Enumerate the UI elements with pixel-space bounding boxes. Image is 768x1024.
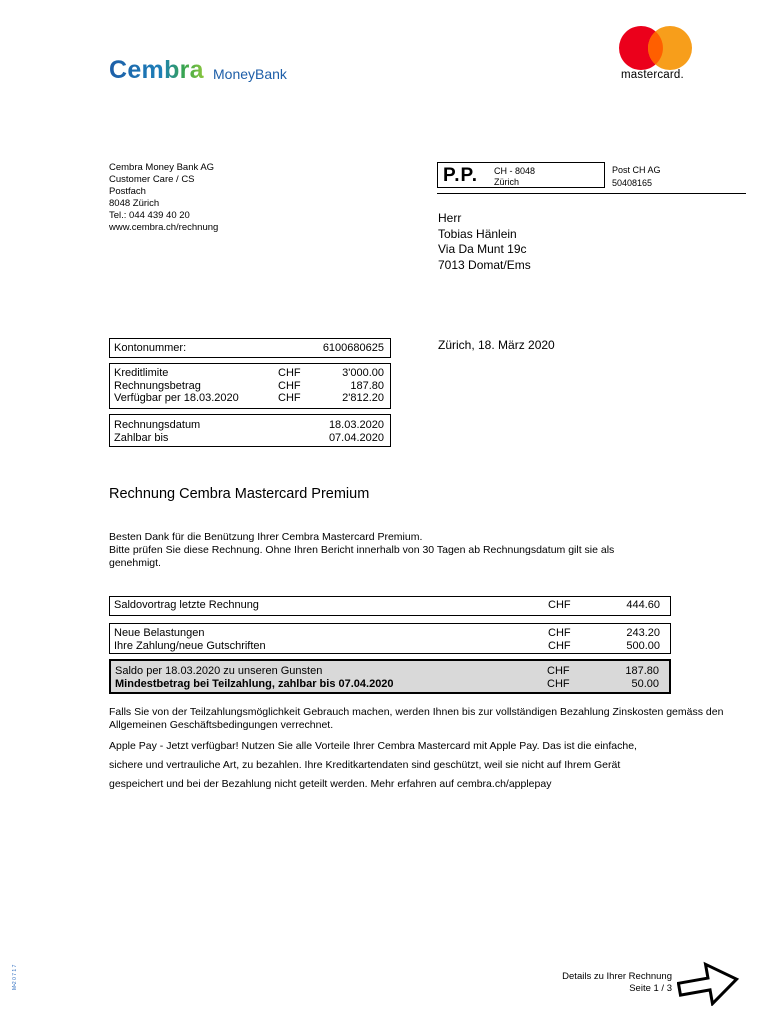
row-amount: 50.00 xyxy=(631,677,659,690)
recipient-address xyxy=(438,211,531,273)
row-label: Saldovortrag letzte Rechnung xyxy=(114,599,259,611)
minimum-label: Mindestbetrag bei Teilzahlung, zahlbar bis 07.04.2020 xyxy=(115,677,394,690)
account-row xyxy=(114,342,384,355)
limit-label: Kreditlimite xyxy=(114,367,169,379)
sender-line: Tel.: 044 439 40 20 xyxy=(109,210,190,221)
row-currency: CHF xyxy=(548,627,571,639)
postage-divider xyxy=(437,193,746,194)
saldo-label xyxy=(115,665,547,678)
statement-row xyxy=(114,627,660,640)
date-value: 18.03.2020 xyxy=(328,419,384,431)
row-currency: CHF xyxy=(547,677,570,690)
side-code: M•2 0 7 1 7 xyxy=(12,964,18,990)
invoice-title: Rechnung Cembra Mastercard Premium xyxy=(109,486,370,502)
previous-balance-box xyxy=(109,596,671,616)
limit-label: Rechnungsbetrag xyxy=(114,379,201,392)
limit-row xyxy=(114,392,384,405)
row-amount: 243.20 xyxy=(626,627,660,639)
recipient-name: Tobias Hänlein xyxy=(438,226,517,241)
next-page-arrow-icon xyxy=(677,960,741,1011)
date-row xyxy=(114,419,384,432)
limit-row xyxy=(114,367,384,380)
postage-zip: CH - 8048 xyxy=(494,166,536,176)
carrier-name: Post CH AG xyxy=(612,165,661,175)
footer-note xyxy=(520,971,672,995)
limit-currency: CHF xyxy=(278,379,301,392)
sender-line: 8048 Zürich xyxy=(109,198,160,209)
mastercard-wordmark: mastercard. xyxy=(621,69,684,81)
limits-box xyxy=(109,363,391,409)
cembra-logo-text: Cembra xyxy=(109,56,204,84)
date-label: Rechnungsdatum xyxy=(114,419,201,431)
postage-city: Zürich xyxy=(494,177,520,187)
row-currency: CHF xyxy=(548,599,571,611)
row-currency: CHF xyxy=(548,639,571,652)
row-label: Neue Belastungen xyxy=(114,627,205,639)
account-box xyxy=(109,338,391,358)
recipient-city: 7013 Domat/Ems xyxy=(438,257,531,272)
row-currency: CHF xyxy=(547,665,570,677)
sender-line: Customer Care / CS xyxy=(109,174,195,185)
saldo-box xyxy=(109,659,671,694)
pp-mark: P.P. xyxy=(443,165,479,186)
applepay-line: sichere und vertrauliche Art, zu bezahlen. Ihre Kreditkartendaten sind geschützt, weil sie nicht auf Ihrem Gerät xyxy=(109,759,621,771)
limit-amount: 187.80 xyxy=(350,379,384,392)
saldo-row xyxy=(115,665,659,678)
row-amount: 500.00 xyxy=(626,639,660,652)
row-label: Ihre Zahlung/neue Gutschriften xyxy=(114,639,266,652)
intro-text xyxy=(109,531,669,570)
minimum-row xyxy=(115,678,659,691)
sender-line: Postfach xyxy=(109,186,146,197)
saldo-label-rest: per 18.03.2020 zu unseren Gunsten xyxy=(143,665,323,677)
account-number: 6100680625 xyxy=(322,342,384,354)
carrier-number: 50408165 xyxy=(612,178,653,188)
row-amount: 187.80 xyxy=(625,665,659,677)
details-label: Details zu Ihrer Rechnung xyxy=(562,971,672,982)
sender-line: Cembra Money Bank AG xyxy=(109,162,215,173)
intro-line: Besten Dank für die Benützung Ihrer Cembra Mastercard Premium. xyxy=(109,531,423,543)
partial-payment-note: Falls Sie von der Teilzahlungsmöglichkeit Gebrauch machen, werden Ihnen bis zur vollständigen Bezahlung Zinskosten gemäss den Allgemeinen Geschäftsbedingungen verrechnet. xyxy=(109,706,724,731)
applepay-line: Apple Pay - Jetzt verfügbar! Nutzen Sie alle Vorteile Ihrer Cembra Mastercard mit Apple Pay. Das ist die einfache, xyxy=(109,740,637,752)
mastercard-circles-icon xyxy=(617,26,695,70)
limit-amount: 3'000.00 xyxy=(342,367,384,379)
limit-currency: CHF xyxy=(278,392,301,404)
limit-currency: CHF xyxy=(278,367,301,379)
intro-line: Bitte prüfen Sie diese Rechnung. Ohne Ihren Bericht innerhalb von 30 Tagen ab Rechnungsdatum gilt sie als genehmigt. xyxy=(109,544,615,569)
statement-row xyxy=(114,599,660,612)
limit-label: Verfügbar per 18.03.2020 xyxy=(114,392,239,404)
postage-carrier xyxy=(612,164,661,190)
applepay-line: gespeichert und bei der Bezahlung nicht geteilt werden. Mehr erfahren auf cembra.ch/applepay xyxy=(109,778,552,790)
date-row xyxy=(114,432,384,445)
limit-row xyxy=(114,380,384,393)
mastercard-logo xyxy=(617,26,695,84)
dates-box xyxy=(109,414,391,447)
date-label: Zahlbar bis xyxy=(114,431,169,444)
limit-amount: 2'812.20 xyxy=(342,392,384,404)
sender-address xyxy=(109,162,218,234)
recipient-street: Via Da Munt 19c xyxy=(438,242,527,256)
saldo-label-bold: Saldo xyxy=(115,665,144,677)
page-number: Seite 1 / 3 xyxy=(629,983,672,994)
sender-website: www.cembra.ch/rechnung xyxy=(109,222,219,233)
row-amount: 444.60 xyxy=(626,599,660,611)
date-value: 07.04.2020 xyxy=(328,431,384,444)
document-date: Zürich, 18. März 2020 xyxy=(438,338,555,352)
statement-row xyxy=(114,640,660,653)
moneybank-logo-text: MoneyBank xyxy=(213,66,287,82)
recipient-salutation: Herr xyxy=(438,211,462,225)
cembra-logo xyxy=(109,56,204,85)
postage-location xyxy=(494,166,535,188)
charges-box xyxy=(109,623,671,654)
account-label: Kontonummer: xyxy=(114,342,187,354)
